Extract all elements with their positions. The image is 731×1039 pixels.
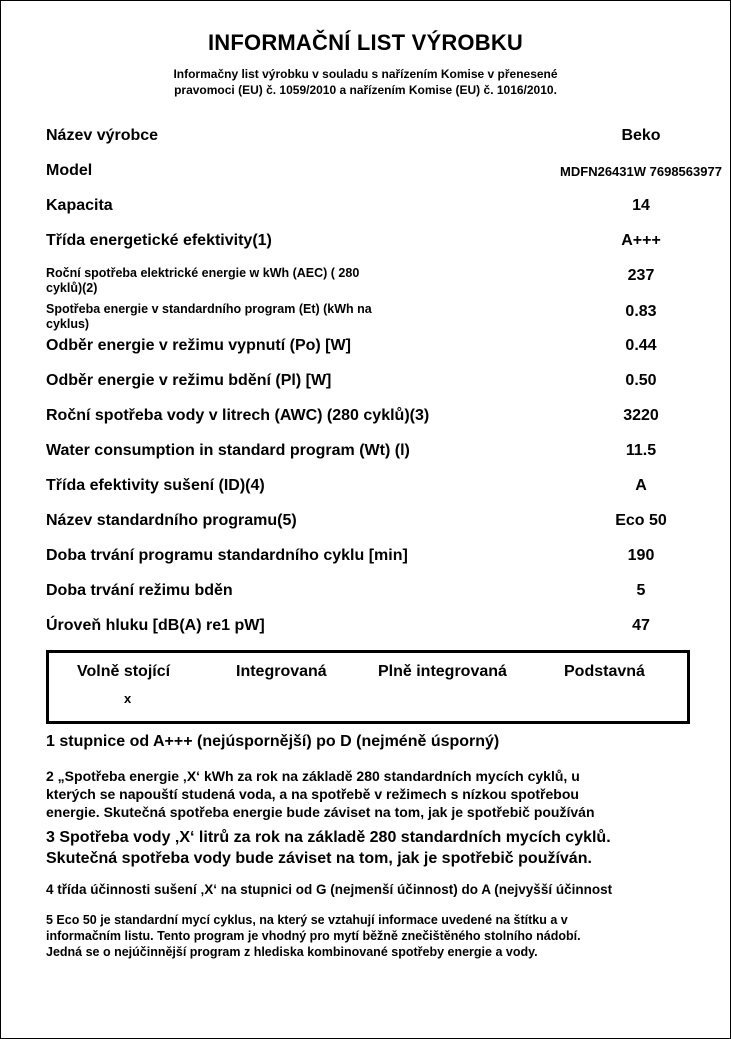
option-integrated: Integrovaná — [236, 663, 327, 680]
row-label: Roční spotřeba vody v litrech (AWC) (280 cyklů)(3) — [46, 407, 430, 424]
row-label-line-1: Spotřeba energie v standardního program (Et) (kWh na — [46, 302, 372, 316]
row-value: 0.44 — [625, 337, 657, 354]
row-label: Odběr energie v režimu bdění (Pl) [W] — [46, 372, 332, 389]
row-value: 237 — [627, 267, 655, 284]
row-label — [46, 302, 446, 332]
row-value: 0.83 — [625, 303, 657, 320]
row-label: Úroveň hluku [dB(A) re1 pW] — [46, 617, 265, 634]
footnote-5-line-2: informačním listu. Tento program je vhodný pro mytí běžně znečištěného stolního nádobí. — [46, 929, 581, 943]
footnote-2-line-2: kterých se napouští studená voda, a na spotřebě v režimech s nízkou spotřebou — [46, 786, 579, 802]
footnote-5-line-3: Jedná se o nejúčinnější program z hlediska kombinované spotřeby energie a vody. — [46, 945, 538, 959]
subtitle-line-1: Informačny list výrobku v souladu s nařízením Komise v přenesené — [173, 67, 558, 81]
footnote-1: 1 stupnice od A+++ (nejúspornější) po D (nejméně úsporný) — [46, 733, 500, 750]
selected-mark: x — [124, 691, 132, 706]
option-built-under: Podstavná — [564, 663, 645, 680]
row-value: A — [635, 477, 647, 494]
document-subtitle — [0, 66, 731, 98]
row-label: Třída efektivity sušení (ID)(4) — [46, 477, 265, 494]
row-label: Doba trvání režimu bděn — [46, 582, 233, 599]
row-label — [46, 266, 446, 296]
footnote-4: 4 třída účinnosti sušení ‚X‘ na stupnici od G (nejmenší účinnost) do A (nejvyšší účinnost — [46, 882, 613, 897]
row-label: Water consumption in standard program (Wt) (l) — [46, 442, 410, 459]
row-label: Název standardního programu(5) — [46, 512, 297, 529]
row-label-line-1: Roční spotřeba elektrické energie w kWh (AEC) ( 280 — [46, 266, 360, 280]
row-value: A+++ — [621, 232, 661, 249]
row-label-line-2: cyklů)(2) — [46, 281, 98, 295]
footnote-2-line-1: 2 „Spotřeba energie ‚X‘ kWh za rok na základě 280 standardních mycích cyklů, u — [46, 768, 580, 784]
row-label: Doba trvání programu standardního cyklu [min] — [46, 547, 408, 564]
row-value: 0.50 — [625, 372, 657, 389]
row-value: MDFN26431W 7698563977 — [560, 164, 722, 179]
row-label: Název výrobce — [46, 127, 159, 144]
footnote-3-line-2: Skutečná spotřeba vody bude záviset na tom, jak je spotřebič používán. — [46, 850, 592, 867]
footnote-2 — [46, 767, 706, 821]
row-value: Eco 50 — [615, 512, 667, 529]
row-value: 3220 — [623, 407, 659, 424]
option-fully-integrated: Plně integrovaná — [378, 663, 507, 680]
row-value: Beko — [621, 127, 661, 144]
subtitle-line-2: pravomoci (EU) č. 1059/2010 a nařízením Komise (EU) č. 1016/2010. — [174, 83, 557, 97]
row-value: 5 — [636, 582, 646, 599]
document-title: INFORMAČNÍ LIST VÝROBKU — [207, 30, 524, 55]
footnote-5-line-1: 5 Eco 50 je standardní mycí cyklus, na který se vztahují informace uvedené na štítku a v — [46, 913, 568, 927]
row-label: Odběr energie v režimu vypnutí (Po) [W] — [46, 337, 351, 354]
footnote-3-line-1: 3 Spotřeba vody ‚X‘ litrů za rok na základě 280 standardních mycích cyklů. — [46, 829, 611, 846]
row-label: Model — [46, 162, 93, 179]
row-value: 11.5 — [625, 442, 657, 459]
row-value: 14 — [632, 197, 650, 214]
option-freestanding: Volně stojící — [77, 663, 171, 680]
row-value: 190 — [627, 547, 655, 564]
footnote-2-line-3: energie. Skutečná spotřeba energie bude záviset na tom, jak je spotřebič používán — [46, 804, 595, 820]
row-label: Třída energetické efektivity(1) — [46, 232, 272, 249]
row-value: 47 — [632, 617, 650, 634]
row-label-line-2: cyklus) — [46, 317, 90, 331]
footnote-3 — [46, 827, 706, 869]
footnote-5 — [46, 912, 706, 960]
installation-type-box — [46, 650, 690, 724]
row-label: Kapacita — [46, 197, 113, 214]
